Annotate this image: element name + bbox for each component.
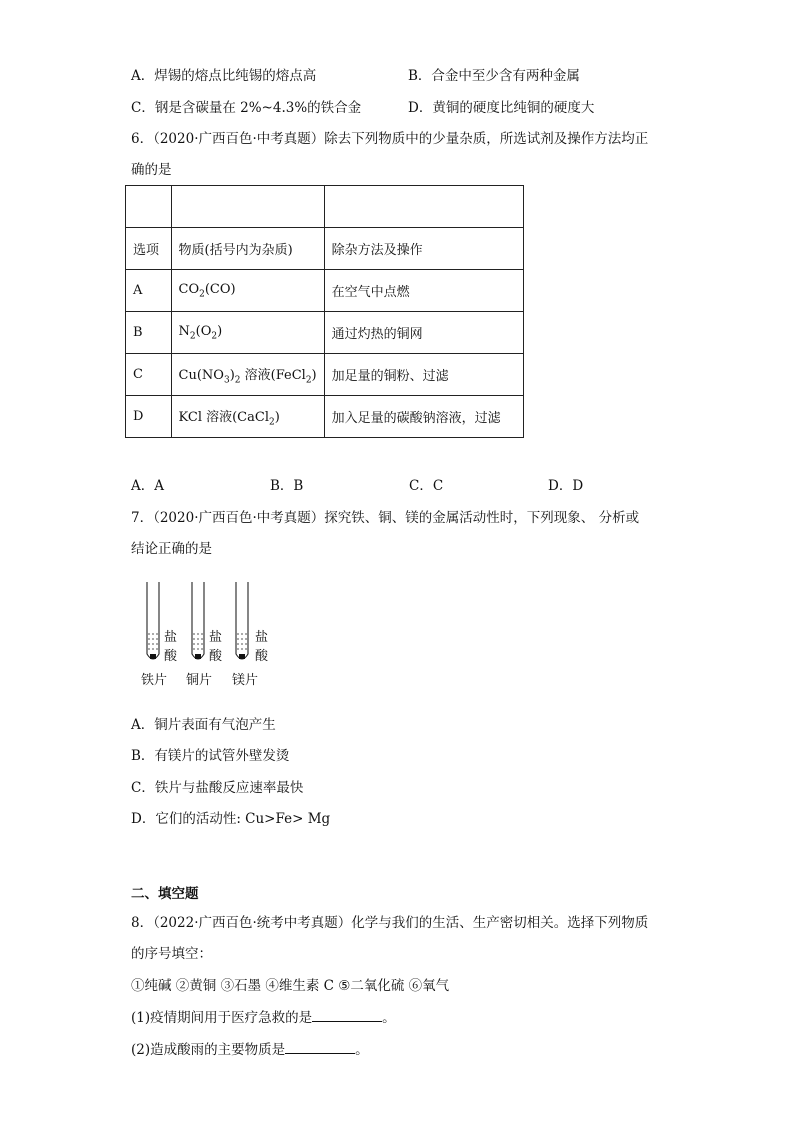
header-substance: 物质(括号内为杂质) <box>171 228 324 270</box>
row-method: 加入足量的碳酸钠溶液，过滤 <box>324 396 523 438</box>
q6-option-c: C．C <box>409 478 444 494</box>
table-row <box>126 312 524 354</box>
formula-part: (CO) <box>204 281 236 297</box>
formula-part: (O <box>195 323 212 339</box>
q8-sub1 <box>131 1007 396 1028</box>
formula-sub: 2 <box>305 375 312 386</box>
table-cell <box>171 186 324 228</box>
acid-label-1a: 盐 <box>164 630 178 645</box>
formula-part: ) <box>217 323 223 339</box>
formula-sub: 2 <box>211 331 218 342</box>
q7-option-c: C．铁片与盐酸反应速率最快 <box>131 780 304 796</box>
formula-part: N <box>178 323 190 339</box>
row-method: 加足量的铜粉、过滤 <box>324 354 523 396</box>
test-tubes-figure <box>138 578 288 693</box>
table-cell <box>126 186 172 228</box>
magnesium-piece <box>239 654 245 659</box>
acid-label-2b: 酸 <box>209 649 223 664</box>
row-option: D <box>126 396 172 438</box>
row-option: C <box>126 354 172 396</box>
formula-part: CO <box>178 281 200 297</box>
q8-stem-line-2: 的序号填空： <box>131 946 212 962</box>
q6-table <box>125 185 524 438</box>
formula-part: Cu(NO <box>178 367 224 383</box>
q7-option-b: B．有镁片的试管外壁发烫 <box>131 748 290 764</box>
q8-choices: ①纯碱 ②黄铜 ③石墨 ④维生素 C ⑤二氧化硫 ⑥氧气 <box>131 978 450 994</box>
acid-label-1b: 酸 <box>164 649 178 664</box>
test-tube-magnesium <box>236 582 248 659</box>
q6-option-b: B．B <box>270 478 304 494</box>
formula-sub: 3 <box>223 375 230 386</box>
row-substance <box>171 396 324 438</box>
q8-sub1-suffix: 。 <box>382 1010 396 1026</box>
header-method: 除杂方法及操作 <box>324 228 523 270</box>
row-substance <box>171 354 324 396</box>
formula-sub: 2 <box>234 375 241 386</box>
acid-label-3b: 酸 <box>255 649 269 664</box>
q8-stem-line-1: 8．（2022·广西百色·统考中考真题）化学与我们的生活、生产密切相关。选择下列物质 <box>131 915 649 931</box>
q7-option-a: A．铜片表面有气泡产生 <box>131 717 276 733</box>
formula-part: ) <box>274 409 280 425</box>
formula-part: ) <box>229 367 235 383</box>
row-method: 在空气中点燃 <box>324 270 523 312</box>
q6-stem-line-2: 确的是 <box>131 162 172 178</box>
formula-part: 溶液(FeCl <box>240 367 306 383</box>
q5-option-a: A．焊锡的熔点比纯锡的熔点高 <box>131 68 317 84</box>
q5-option-b: B．合金中至少含有两种金属 <box>408 68 580 84</box>
tube-label-magnesium: 镁片 <box>232 673 259 688</box>
q5-option-d: D．黄铜的硬度比纯铜的硬度大 <box>408 100 595 116</box>
section-title: 二、填空题 <box>131 886 199 902</box>
formula-sub: 2 <box>269 417 275 428</box>
q7-option-d: D．它们的活动性: Cu>Fe> Mg <box>131 811 331 827</box>
acid-label-2a: 盐 <box>209 630 223 645</box>
formula-sub: 2 <box>199 289 205 300</box>
formula-sub: 2 <box>189 331 196 342</box>
q6-option-d: D．D <box>548 478 584 494</box>
copper-piece <box>195 654 201 659</box>
header-option: 选项 <box>126 228 172 270</box>
formula-part: ) <box>311 367 317 383</box>
q8-sub2-prefix: (2)造成酸雨的主要物质是 <box>131 1042 286 1058</box>
table-row <box>126 396 524 438</box>
answer-blank-1[interactable] <box>312 1007 382 1022</box>
q5-option-c: C．钢是含碳量在 2%~4.3%的铁合金 <box>131 100 362 116</box>
q8-sub2-suffix: 。 <box>355 1042 369 1058</box>
q7-stem-line-2: 结论正确的是 <box>131 541 212 557</box>
answer-blank-2[interactable] <box>285 1039 355 1054</box>
q7-stem-line-1: 7．（2020·广西百色·中考真题）探究铁、铜、镁的金属活动性时，下列现象、 分析或 <box>131 510 640 526</box>
test-tube-iron <box>147 582 159 659</box>
table-row <box>126 354 524 396</box>
q6-stem-line-1: 6．（2020·广西百色·中考真题）除去下列物质中的少量杂质，所选试剂及操作方法均正 <box>131 131 649 147</box>
q6-option-a: A．A <box>131 478 164 494</box>
table-empty-row <box>126 186 524 228</box>
formula-part: KCl 溶液(CaCl <box>178 409 269 425</box>
tube-label-iron: 铁片 <box>141 673 168 688</box>
acid-label-3a: 盐 <box>255 630 269 645</box>
iron-piece <box>150 654 156 659</box>
row-substance <box>171 312 324 354</box>
q8-sub2 <box>131 1039 369 1060</box>
tube-label-copper: 铜片 <box>186 673 213 688</box>
table-row <box>126 270 524 312</box>
test-tube-copper <box>192 582 204 659</box>
row-option: B <box>126 312 172 354</box>
row-method: 通过灼热的铜网 <box>324 312 523 354</box>
row-substance <box>171 270 324 312</box>
row-option: A <box>126 270 172 312</box>
table-cell <box>324 186 523 228</box>
q8-sub1-prefix: (1)疫情期间用于医疗急救的是 <box>131 1010 313 1026</box>
table-header-row <box>126 228 524 270</box>
